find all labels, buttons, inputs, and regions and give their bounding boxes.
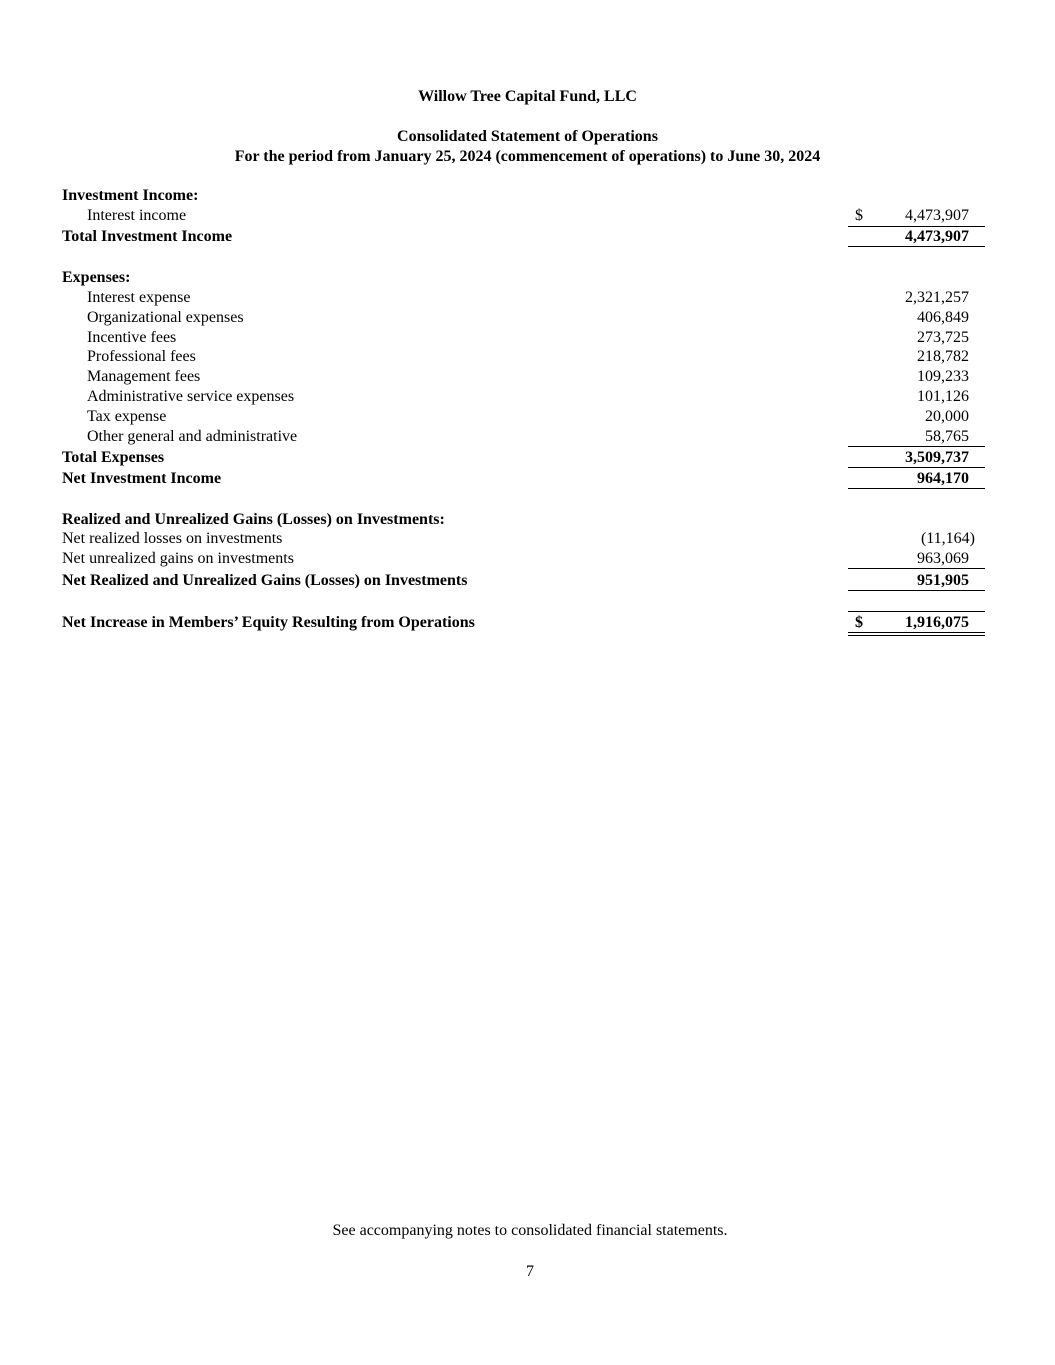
interest-income-value: 4,473,907 [905,207,969,224]
total-investment-income-row [62,227,985,247]
expense-label: Tax expense [87,408,167,425]
total-expenses-value: 3,509,737 [905,449,969,466]
net-increase-label: Net Increase in Members’ Equity Resulting from Operations [62,614,475,631]
expense-label: Organizational expenses [87,309,244,326]
expense-value: 406,849 [917,309,969,326]
currency-symbol: $ [855,614,863,631]
interest-income-label: Interest income [87,207,187,224]
net-increase-row [62,613,985,633]
expense-row [62,427,985,447]
rule [848,488,985,489]
investment-income-heading-row [62,186,985,206]
expenses-heading-row [62,268,985,288]
expense-row [62,387,985,407]
total-investment-income-label: Total Investment Income [62,228,233,245]
currency-symbol: $ [855,207,863,224]
company-name: Willow Tree Capital Fund, LLC [418,88,637,105]
expense-value: 218,782 [917,348,969,365]
expense-row [62,347,985,367]
rule [848,467,985,468]
double-rule-bottom [848,635,985,636]
gains-heading-row [62,510,985,530]
net-investment-income-label: Net Investment Income [62,470,222,487]
expense-value: 273,725 [917,329,969,346]
expense-row [62,367,985,387]
net-increase-value: 1,916,075 [905,614,969,631]
rule [848,568,985,569]
total-expenses-label: Total Expenses [62,449,165,466]
net-gains-row [62,571,985,591]
net-investment-income-value: 964,170 [917,470,969,487]
rule [848,590,985,591]
investment-income-heading: Investment Income: [62,187,199,204]
unrealized-gains-row [62,549,985,569]
realized-losses-value: (11,164) [920,530,975,547]
expense-label: Incentive fees [87,329,177,346]
expense-value: 2,321,257 [905,289,969,306]
expense-label: Professional fees [87,348,196,365]
interest-income-row [62,206,985,226]
total-investment-income-value: 4,473,907 [905,228,969,245]
net-investment-income-row [62,469,985,489]
realized-losses-row [62,529,985,549]
statement-period: For the period from January 25, 2024 (commencement of operations) to June 30, 2024 [234,148,821,165]
expense-row [62,407,985,427]
expense-row [62,288,985,308]
expense-value: 20,000 [925,408,969,425]
net-gains-value: 951,905 [917,572,969,589]
page-number: 7 [526,1263,534,1280]
expense-row [62,308,985,328]
expenses-heading: Expenses: [62,269,131,286]
rule [848,246,985,247]
expense-value: 101,126 [917,388,969,405]
expense-value: 109,233 [917,368,969,385]
gains-heading: Realized and Unrealized Gains (Losses) on Investments: [62,511,445,528]
expense-label: Interest expense [87,289,191,306]
statement-title: Consolidated Statement of Operations [397,128,658,145]
expense-label: Administrative service expenses [87,388,295,405]
realized-losses-label: Net realized losses on investments [62,530,283,547]
unrealized-gains-label: Net unrealized gains on investments [62,550,294,567]
footer-note: See accompanying notes to consolidated financial statements. [332,1222,728,1239]
expense-value: 58,765 [925,428,969,445]
expense-label: Other general and administrative [87,428,298,445]
rule [848,446,985,447]
double-rule-top [848,632,985,633]
net-gains-label: Net Realized and Unrealized Gains (Losses) on Investments [62,572,468,589]
unrealized-gains-value: 963,069 [917,550,969,567]
expense-label: Management fees [87,368,201,385]
expense-row [62,328,985,348]
rule [848,611,985,612]
total-expenses-row [62,448,985,468]
